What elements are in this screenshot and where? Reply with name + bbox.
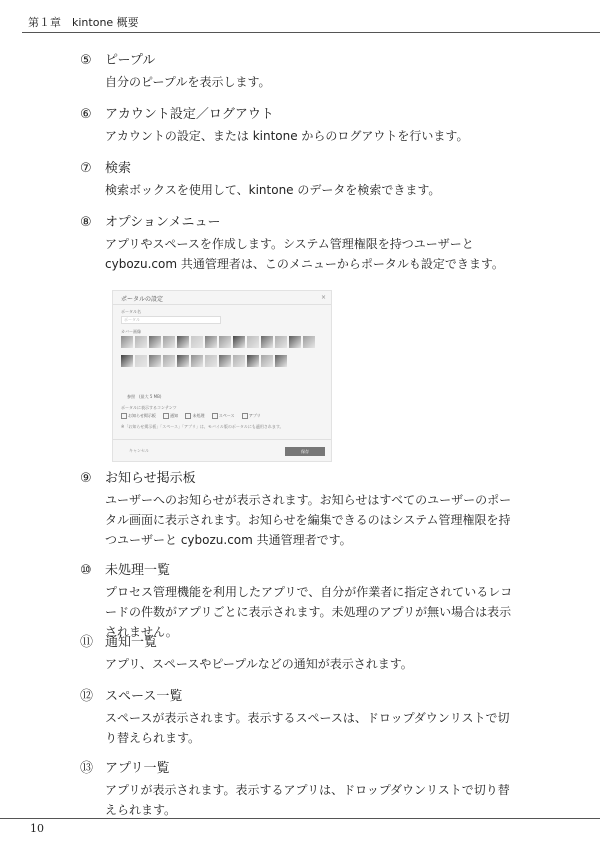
cover-thumbnail (233, 355, 245, 367)
header-rule (22, 32, 600, 33)
item-number: ⑧ (80, 215, 92, 230)
item-title: アカウント設定／ログアウト (105, 107, 274, 122)
item-number: ⑤ (80, 53, 92, 68)
item-description: アプリが表示されます。表示するアプリは、ドロップダウンリストで切り替えられます。 (105, 783, 510, 817)
checkbox-unprocessed: 未処理 (185, 413, 204, 418)
item-description: スペースが表示されます。表示するスペースは、ドロップダウンリストで切り替えられます。 (105, 711, 510, 745)
item-title: 検索 (105, 161, 132, 176)
content-checkboxes (121, 413, 267, 419)
item-number: ⑩ (80, 563, 92, 578)
divider (113, 439, 331, 440)
cover-thumbnail (261, 355, 273, 367)
item-number: ⑫ (80, 689, 94, 704)
cover-thumbnail (303, 336, 315, 348)
item-title: オプションメニュー (105, 215, 221, 230)
item-description: 検索ボックスを使用して、kintone のデータを検索できます。 (105, 183, 441, 197)
item-number: ⑦ (80, 161, 92, 176)
cover-thumbnail (149, 336, 161, 348)
cover-thumbnail (247, 355, 259, 367)
list-item (80, 562, 520, 642)
portal-settings-screenshot (112, 290, 332, 462)
cover-image-grid (121, 336, 321, 374)
page-number: 10 (30, 822, 44, 835)
checkbox-spaces: スペース (212, 413, 235, 418)
item-description: アカウントの設定、または kintone からのログアウトを行います。 (105, 129, 469, 143)
item-description: ユーザーへのお知らせが表示されます。お知らせはすべてのユーザーのポータル画面に表示されます。お知らせを編集できるのはシステム管理権限を持つユーザーと cybozu.com 共通管理者です。 (105, 493, 512, 547)
cover-thumbnail (135, 336, 147, 348)
cover-thumbnail (163, 336, 175, 348)
cover-thumbnail (121, 336, 133, 348)
item-number: ⑪ (80, 635, 94, 650)
cover-thumbnail (233, 336, 245, 348)
dialog-note: ※「お知らせ掲示板」「スペース」「アプリ」は、モバイル版のポータルにも適用されます。 (121, 424, 284, 429)
chapter-label: 第１章 kintone 概要 (28, 16, 139, 29)
cover-thumbnail (219, 355, 231, 367)
cover-thumbnail (275, 355, 287, 367)
portal-name-label: ポータル名 (121, 309, 141, 314)
list-item (80, 634, 520, 674)
cover-thumbnail (149, 355, 161, 367)
item-title: スペース一覧 (105, 689, 183, 704)
list-item (80, 214, 520, 274)
cover-thumbnail (261, 336, 273, 348)
item-description: アプリ、スペースやピープルなどの通知が表示されます。 (105, 657, 413, 671)
cover-thumbnail (191, 336, 203, 348)
cover-thumbnail (219, 336, 231, 348)
cover-thumbnail (177, 355, 189, 367)
checkbox-notifications: 通知 (163, 413, 178, 418)
item-description: 自分のピープルを表示します。 (105, 75, 271, 89)
item-title: お知らせ掲示板 (105, 471, 196, 486)
portal-name-field: ポータル (121, 316, 221, 324)
cover-thumbnail (163, 355, 175, 367)
item-description: アプリやスペースを作成します。システム管理権限を持つユーザーと cybozu.com 共通管理者は、このメニューからポータルも設定できます。 (105, 237, 504, 271)
item-number: ⑬ (80, 761, 94, 776)
item-title: 未処理一覧 (105, 563, 171, 578)
list-item (80, 470, 520, 550)
list-item (80, 760, 520, 820)
cancel-button: キャンセル (129, 448, 149, 453)
item-number: ⑨ (80, 471, 92, 486)
checkbox-notice: お知らせ掲示板 (121, 413, 156, 418)
checkbox-apps: アプリ (242, 413, 261, 418)
item-title: アプリ一覧 (105, 761, 170, 776)
list-item (80, 688, 520, 748)
cover-thumbnail (191, 355, 203, 367)
list-item (80, 106, 520, 146)
item-number: ⑥ (80, 107, 92, 122)
cover-thumbnail (205, 336, 217, 348)
upload-label: 参照 (最大 5 MB) (127, 394, 162, 399)
cover-thumbnail (121, 355, 133, 367)
content-label: ポータルに表示するコンテンツ (121, 405, 177, 410)
cover-thumbnail (247, 336, 259, 348)
list-item (80, 52, 520, 92)
cover-thumbnail (177, 336, 189, 348)
save-button: 保存 (285, 447, 325, 456)
cover-thumbnail (205, 355, 217, 367)
item-description: プロセス管理機能を利用したアプリで、自分が作業者に指定されているレコードの件数がアプリごとに表示されます。未処理のアプリが無い場合は表示されません。 (105, 585, 513, 639)
dialog-title: ポータルの設定 (121, 296, 164, 303)
close-icon: × (320, 294, 326, 301)
cover-thumbnail (275, 336, 287, 348)
list-item (80, 160, 520, 200)
cover-thumbnail (289, 336, 301, 348)
item-title: 通知一覧 (105, 635, 158, 650)
cover-thumbnail (135, 355, 147, 367)
footer-rule (0, 818, 600, 819)
item-title: ピープル (105, 53, 156, 68)
cover-image-label: カバー画像 (121, 329, 141, 334)
divider (113, 304, 331, 305)
